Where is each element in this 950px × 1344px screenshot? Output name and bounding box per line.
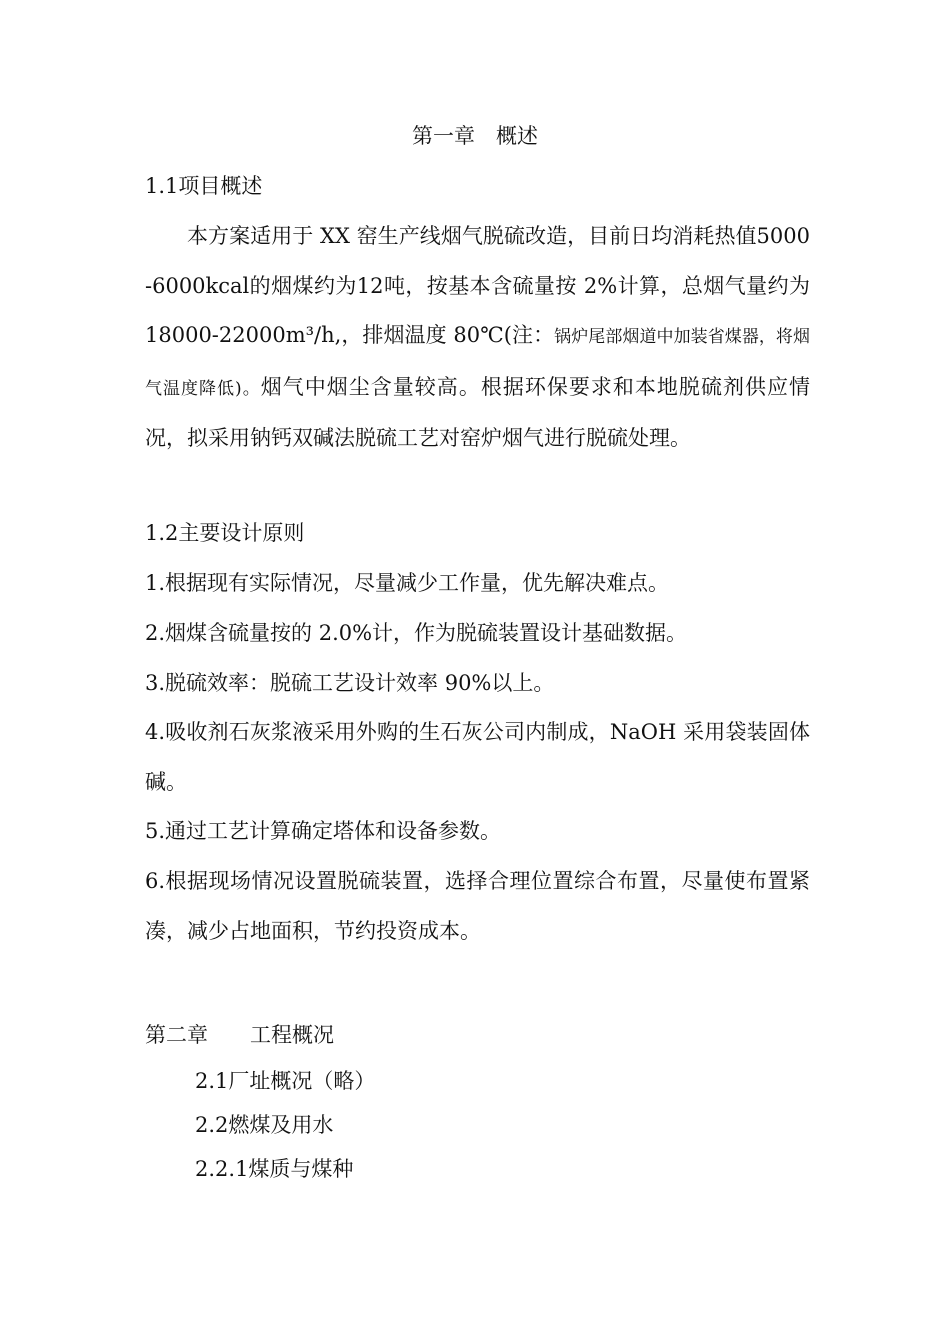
principle-item-4: 4.吸收剂石灰浆液采用外购的生石灰公司内制成，NaOH 采用袋装固体碱。 xyxy=(145,720,810,794)
chapter-1-title: 第一章 概述 xyxy=(412,124,538,148)
chapter-2-item-1: 2.1厂址概况（略） xyxy=(195,1069,376,1093)
overview-text-2: 烟气中烟尘含量较高。根据环保要求和本地脱硫剂供应情况，拟采用钠钙双碱法脱硫工艺对窑炉烟气进行脱硫处理。 xyxy=(145,374,810,450)
principle-item-5: 5.通过工艺计算确定塔体和设备参数。 xyxy=(145,819,502,843)
overview-paragraph xyxy=(145,212,810,464)
chapter-2-item-2: 2.2燃煤及用水 xyxy=(195,1113,334,1137)
overview-note: 锅炉尾部烟道中加装省煤器，将烟气温度降低)。 xyxy=(145,327,810,399)
section-1-2-heading: 1.2主要设计原则 xyxy=(145,521,305,545)
principle-item-2: 2.烟煤含硫量按的 2.0%计，作为脱硫装置设计基础数据。 xyxy=(145,621,688,645)
principle-item-3: 3.脱硫效率：脱硫工艺设计效率 90%以上。 xyxy=(145,671,555,695)
chapter-2-item-3: 2.2.1煤质与煤种 xyxy=(195,1157,354,1181)
principle-item-6: 6.根据现场情况设置脱硫装置，选择合理位置综合布置，尽量使布置紧凑，减少占地面积，节约投资成本。 xyxy=(145,869,810,943)
principle-item-1: 1.根据现有实际情况，尽量减少工作量，优先解决难点。 xyxy=(145,571,670,595)
chapter-2-title: 第二章 工程概况 xyxy=(145,1023,334,1047)
section-1-1-heading: 1.1项目概述 xyxy=(145,174,263,198)
overview-text-1: 本方案适用于 XX 窑生产线烟气脱硫改造，目前日均消耗热值5000 -6000kcal的烟煤约为12吨，按基本含硫量按 2%计算，总烟气量约为 18000-22000m³/h,，排烟温度 80℃(注： xyxy=(145,224,810,347)
